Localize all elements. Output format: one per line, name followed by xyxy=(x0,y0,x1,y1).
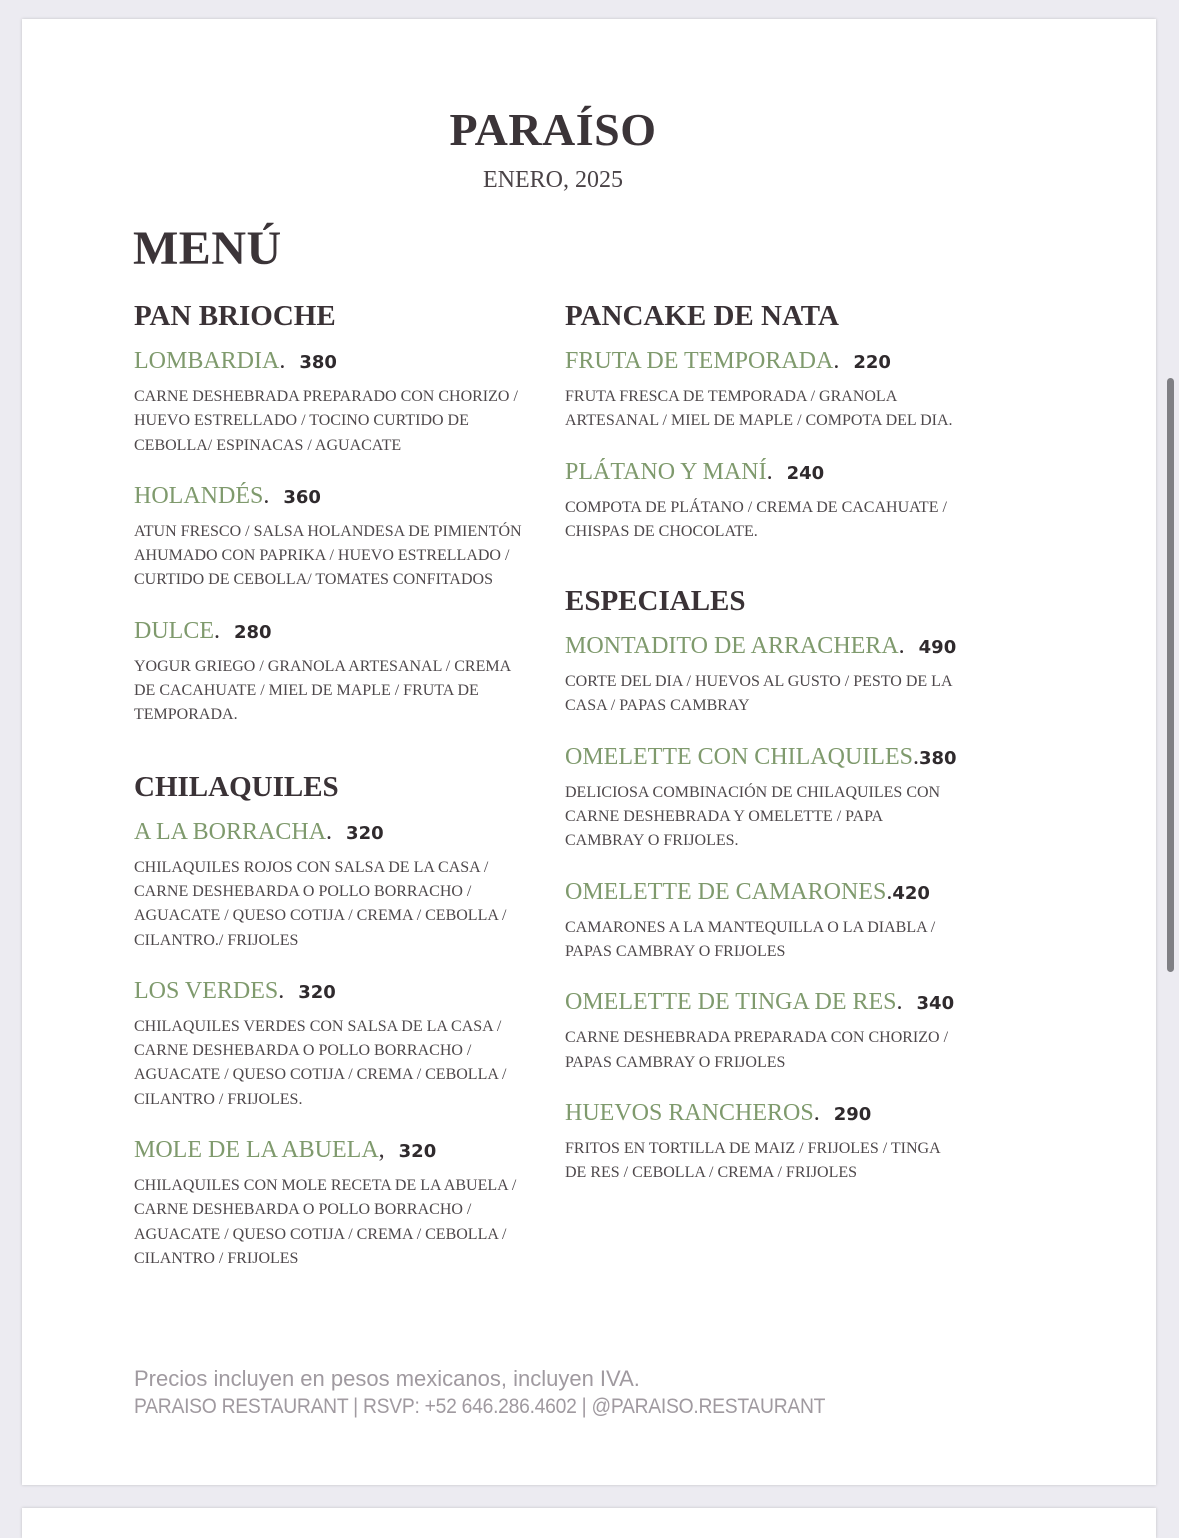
menu-item-header xyxy=(134,482,534,513)
menu-item xyxy=(134,977,534,1112)
menu-item-price: 380 xyxy=(918,747,957,769)
menu-page xyxy=(22,19,1156,1485)
section-title: PANCAKE DE NATA xyxy=(565,300,839,332)
menu-item-header xyxy=(565,878,965,909)
menu-item-description: CARNE DESHEBRADA PREPARADO CON CHORIZO / HUEVO ESTRELLADO / TOCINO CURTIDO DE CEBOLLA/ ESPINACAS / AGUACATE xyxy=(134,388,518,454)
menu-item-description: FRITOS EN TORTILLA DE MAIZ / FRIJOLES / TINGA DE RES / CEBOLLA / CREMA / FRIJOLES xyxy=(565,1139,940,1182)
menu-item-separator: . xyxy=(263,482,270,509)
footer xyxy=(134,1365,885,1420)
menu-item-description: CARNE DESHEBRADA PREPARADA CON CHORIZO / PAPAS CAMBRAY O FRIJOLES xyxy=(565,1029,949,1071)
menu-item-description: CHILAQUILES VERDES CON SALSA DE LA CASA / CARNE DESHEBARDA O POLLO BORRACHO / AGUACATE / QUESO COTIJA / CREMA / CEBOLLA / CILANTRO / FRIJOLES. xyxy=(134,1017,507,1108)
menu-item-price: 280 xyxy=(234,621,272,643)
left-column xyxy=(134,299,534,1295)
menu-item-description: CHILAQUILES CON MOLE RECETA DE LA ABUELA / CARNE DESHEBARDA O POLLO BORRACHO / AGUACATE / QUESO COTIJA / CREMA / CEBOLLA / CILANTRO / FRIJOLES xyxy=(134,1177,517,1267)
menu-item-header xyxy=(565,347,965,378)
menu-item-separator: , xyxy=(378,1137,385,1164)
menu-item-name: MONTADITO DE ARRACHERA xyxy=(565,633,899,660)
menu-item-separator: . xyxy=(886,878,893,905)
menu-item-name: HOLANDÉS xyxy=(134,482,264,509)
menu-item-name: MOLE DE LA ABUELA xyxy=(134,1137,379,1164)
menu-item xyxy=(134,347,534,458)
menu-item xyxy=(565,458,965,545)
menu-item-description: DELICIOSA COMBINACIÓN DE CHILAQUILES CON CARNE DESHEBRADA Y OMELETTE / PAPA CAMBRAY O FRIJOLES. xyxy=(565,783,941,850)
menu-item-header xyxy=(134,617,534,648)
menu-item-description: CHILAQUILES ROJOS CON SALSA DE LA CASA / CARNE DESHEBARDA O POLLO BORRACHO / AGUACATE / QUESO COTIJA / CREMA / CEBOLLA / CILANTRO./ FRIJOLES xyxy=(134,858,507,949)
menu-item xyxy=(565,632,965,719)
menu-item-name: LOS VERDES xyxy=(134,977,279,1004)
section-title: ESPECIALES xyxy=(565,585,746,618)
menu-item xyxy=(134,1136,534,1271)
menu-item-name: HUEVOS RANCHEROS xyxy=(565,1099,814,1126)
menu-item-name: OMELETTE CON CHILAQUILES xyxy=(565,743,913,770)
menu-item xyxy=(134,818,534,953)
menu-item-header xyxy=(565,1099,965,1130)
footer-price-note: Precios incluyen en pesos mexicanos, incluyen IVA. xyxy=(134,1366,640,1391)
menu-item-price: 340 xyxy=(916,993,955,1015)
menu-item-price: 290 xyxy=(833,1103,872,1125)
menu-item xyxy=(565,743,965,854)
menu-item-name: A LA BORRACHA xyxy=(134,818,327,845)
menu-item-price: 380 xyxy=(299,352,337,373)
menu-item-description: COMPOTA DE PLÁTANO / CREMA DE CACAHUATE / CHISPAS DE CHOCOLATE. xyxy=(565,498,947,540)
restaurant-name: PARAÍSO xyxy=(449,104,657,155)
menu-item-separator: . xyxy=(813,1099,820,1126)
menu-item-description: CAMARONES A LA MANTEQUILLA O LA DIABLA / PAPAS CAMBRAY O FRIJOLES xyxy=(565,918,936,960)
menu-item-separator: . xyxy=(278,977,285,1004)
menu-section xyxy=(134,770,534,1272)
section-title: PAN BRIOCHE xyxy=(134,300,336,332)
menu-item-name: OMELETTE DE CAMARONES xyxy=(565,878,887,905)
menu-item-separator: . xyxy=(214,617,220,644)
menu-item-separator: . xyxy=(279,348,286,374)
menu-item-header xyxy=(565,743,965,774)
menu-section xyxy=(565,584,965,1185)
menu-item-header xyxy=(565,988,965,1019)
menu-item-separator: . xyxy=(896,989,903,1016)
menu-item xyxy=(565,1099,965,1186)
menu-item xyxy=(134,617,534,728)
menu-item-name: FRUTA DE TEMPORADA xyxy=(565,348,834,374)
menu-item-header xyxy=(134,818,534,849)
menu-item-name: DULCE xyxy=(134,617,214,644)
footer-contact: PARAISO RESTAURANT | RSVP: +52 646.286.4602 | @PARAISO.RESTAURANT xyxy=(134,1395,826,1418)
menu-date: ENERO, 2025 xyxy=(483,167,623,193)
section-title: CHILAQUILES xyxy=(134,770,339,803)
menu-item xyxy=(134,482,534,593)
menu-item-price: 420 xyxy=(892,882,930,904)
scrollbar-thumb[interactable] xyxy=(1167,378,1174,972)
menu-item-price: 320 xyxy=(298,981,336,1003)
menu-item-header xyxy=(134,977,534,1008)
menu-item-separator: . xyxy=(912,743,919,770)
menu-item-header xyxy=(134,1136,534,1167)
menu-item-description: YOGUR GRIEGO / GRANOLA ARTESANAL / CREMA DE CACAHUATE / MIEL DE MAPLE / FRUTA DE TEMPORADA. xyxy=(134,657,511,724)
menu-item-description: FRUTA FRESCA DE TEMPORADA / GRANOLA ARTESANAL / MIEL DE MAPLE / COMPOTA DEL DIA. xyxy=(565,388,953,430)
next-page xyxy=(22,1508,1156,1538)
menu-item-header xyxy=(565,458,965,489)
menu-section xyxy=(565,299,965,544)
menu-item-header xyxy=(134,347,534,378)
menu-item-name: OMELETTE DE TINGA DE RES xyxy=(565,989,897,1016)
menu-item-price: 360 xyxy=(283,486,321,508)
menu-item-price: 220 xyxy=(853,352,891,373)
menu-title: MENÚ xyxy=(133,222,282,275)
menu-item-price: 320 xyxy=(346,822,384,844)
menu-item-separator: . xyxy=(833,348,840,374)
scrollbar-track[interactable] xyxy=(1163,0,1179,1518)
right-column xyxy=(565,299,965,1209)
menu-item-name: LOMBARDIA xyxy=(134,348,280,374)
menu-item-header xyxy=(565,632,965,663)
menu-item xyxy=(565,988,965,1075)
menu-item-separator: . xyxy=(326,818,333,845)
menu-item-separator: . xyxy=(766,458,773,485)
menu-item-price: 490 xyxy=(918,637,957,659)
menu-item xyxy=(565,347,965,434)
menu-item-description: ATUN FRESCO / SALSA HOLANDESA DE PIMIENTÓN AHUMADO CON PAPRIKA / HUEVO ESTRELLADO / CURTIDO DE CEBOLLA/ TOMATES CONFITADOS xyxy=(134,522,522,589)
menu-item-price: 320 xyxy=(398,1141,437,1163)
menu-section xyxy=(134,299,534,728)
menu-item-name: PLÁTANO Y MANÍ xyxy=(565,458,767,485)
menu-item-separator: . xyxy=(898,633,905,660)
menu-item-description: CORTE DEL DIA / HUEVOS AL GUSTO / PESTO DE LA CASA / PAPAS CAMBRAY xyxy=(565,673,952,715)
menu-item-price: 240 xyxy=(786,462,825,484)
menu-item xyxy=(565,878,965,965)
